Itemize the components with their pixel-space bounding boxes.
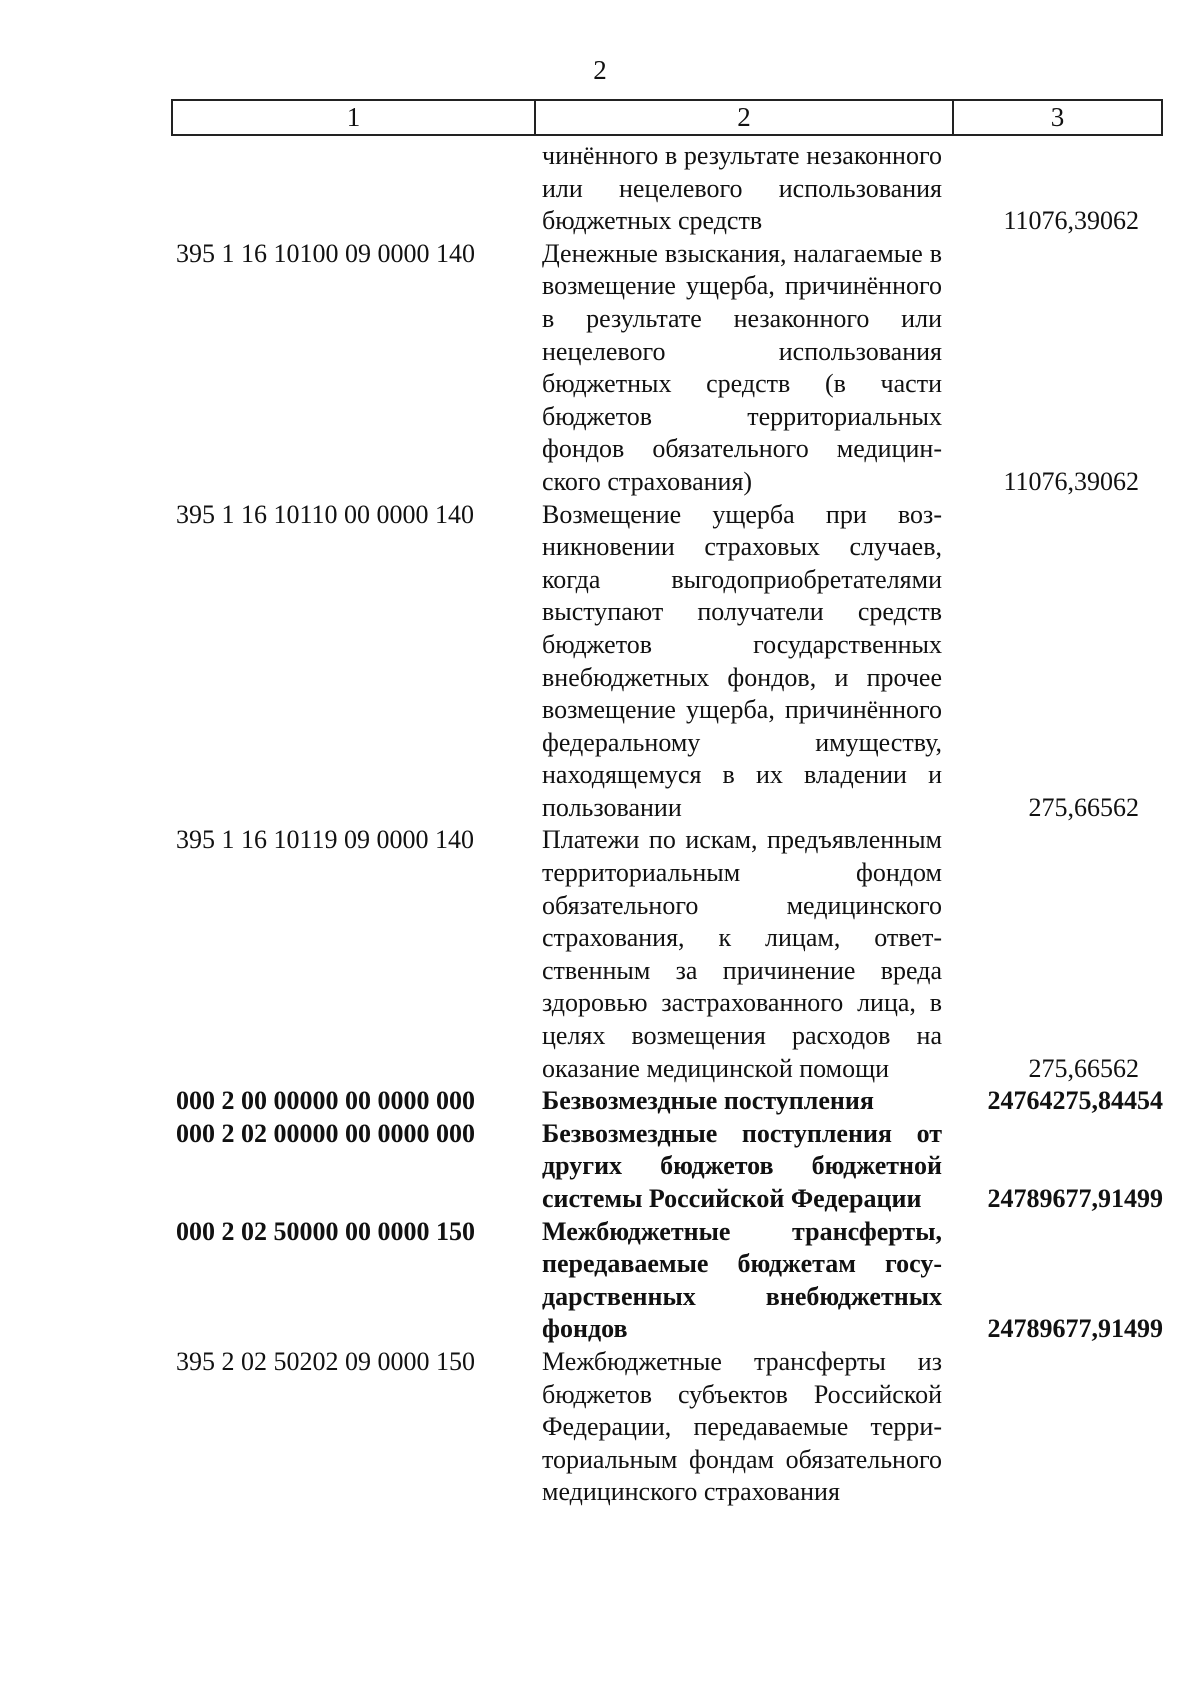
budget-code: 000 2 02 50000 00 0000 150 bbox=[176, 1216, 475, 1246]
row-description: Денежные взыскания, налагаемые в возмещение ущерба, причинённого в результате незаконного или нецелевого использования бюджетных средств (в части бюджетов территориальных фондов обязательного медицинского страхования) bbox=[542, 238, 942, 496]
row-description: Безвозмездные поступления bbox=[542, 1086, 874, 1116]
table-row bbox=[171, 824, 1163, 1085]
budget-code: 395 1 16 10119 09 0000 140 bbox=[176, 825, 475, 855]
header-col-3: 3 bbox=[1050, 102, 1065, 132]
row-description: Безвозмездные поступления от других бюджетов бюджетной системы Российской Федерации bbox=[542, 1118, 942, 1213]
header-col-2: 2 bbox=[536, 101, 954, 134]
table-row bbox=[171, 1346, 1163, 1509]
row-amount: 11076,39062 bbox=[1003, 466, 1139, 496]
row-amount: 275,66562 bbox=[1028, 1053, 1139, 1083]
page-number: 2 bbox=[593, 55, 607, 85]
row-description: Межбюджетные трансферты из бюджетов субъектов Российской Федерации, передаваемые территориальным фондам обязательного медицинского страхования bbox=[542, 1346, 942, 1507]
row-description: чинённого в результате незаконного или нецелевого использования бюджетных средств bbox=[542, 141, 942, 236]
table-header bbox=[171, 99, 1163, 136]
row-amount: 24789677,91499 bbox=[987, 1184, 1163, 1213]
table-body bbox=[171, 140, 1163, 1509]
row-description: Платежи по искам, предъявленным территориальным фондом обязательного медицинского страхования, к лицам, ответственным за причинение вреда здоровью застрахованного лица, в целях возмещения расходов на оказание медицинской помощи bbox=[542, 825, 942, 1083]
header-col-1: 1 bbox=[173, 101, 536, 134]
table-row-total bbox=[171, 1085, 1163, 1118]
row-description: Возмещение ущерба при возникновении страховых случаев, когда выгодоприобретателями выступают получатели средств бюджетов государственных внебюджетных фондов, и прочее возмещение ущерба, причинённого федеральному имуществу, находящемуся в их владении и пользовании bbox=[542, 499, 942, 822]
table-row-total bbox=[171, 1216, 1163, 1346]
budget-code: 395 2 02 50202 09 0000 150 bbox=[176, 1346, 475, 1376]
row-amount: 11076,39062 bbox=[1003, 206, 1139, 236]
row-description: Межбюджетные трансферты, передаваемые бюджетам государственных внебюджетных фондов bbox=[542, 1216, 942, 1344]
table-row bbox=[171, 238, 1163, 499]
row-amount: 24764275,84454 bbox=[987, 1086, 1163, 1116]
table-row-total bbox=[171, 1118, 1163, 1216]
table-row bbox=[171, 499, 1163, 825]
budget-code: 000 2 00 00000 00 0000 000 bbox=[176, 1086, 475, 1116]
row-amount: 24789677,91499 bbox=[987, 1314, 1163, 1344]
budget-code: 000 2 02 00000 00 0000 000 bbox=[176, 1118, 475, 1148]
row-amount: 275,66562 bbox=[1028, 792, 1139, 822]
budget-code: 395 1 16 10110 00 0000 140 bbox=[176, 499, 475, 529]
table-row bbox=[171, 140, 1163, 238]
budget-code: 395 1 16 10100 09 0000 140 bbox=[176, 238, 475, 268]
